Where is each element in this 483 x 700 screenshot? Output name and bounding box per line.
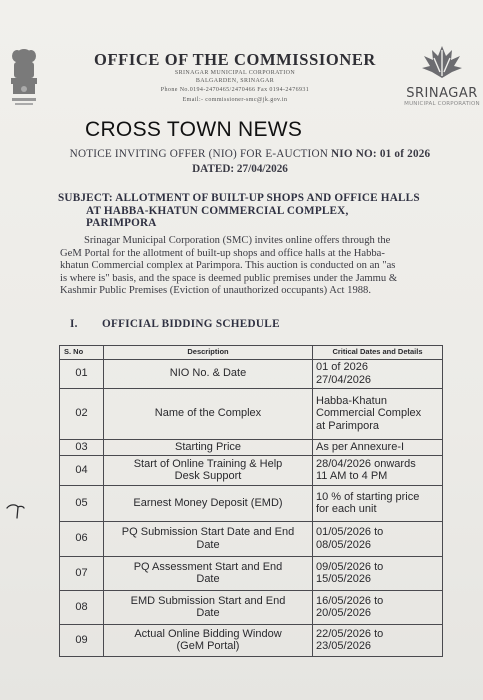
description-line: Start of Online Training & Help: [133, 457, 283, 470]
corporation-name: SRINAGAR MUNICIPAL CORPORATION: [174, 70, 296, 76]
paragraph-line-5: Kashmir Public Premises (Eviction of unauthorized occupants) Act 1988.: [60, 285, 371, 296]
description-line: Actual Online Bidding Window: [134, 627, 282, 640]
header-description: Description: [104, 346, 313, 360]
row-critical: [313, 556, 443, 590]
handwritten-mark-icon: [4, 500, 26, 522]
critical-line: 16/05/2026 to: [316, 594, 384, 607]
section-heading: [70, 318, 370, 330]
table-row: [60, 624, 443, 656]
nio-line: [30, 148, 470, 160]
critical-line: Commercial Complex: [316, 407, 422, 420]
table-row: [60, 485, 443, 521]
critical-line: 09/05/2026 to: [316, 560, 384, 573]
paragraph-line-4: is where is" basis, and the space is deemed public premises under the Jammu &: [60, 272, 398, 284]
nio-prefix: NOTICE INVITING OFFER (NIO) FOR E-AUCTION: [69, 148, 332, 160]
subject-line-3: PARIMPORA: [86, 217, 157, 229]
row-description: [104, 521, 313, 556]
table-row: [60, 590, 443, 624]
bidding-schedule-table: [59, 345, 443, 657]
critical-line: for each unit: [316, 503, 377, 516]
row-number: 01: [60, 359, 104, 388]
row-number: 09: [60, 624, 104, 656]
office-title: OFFICE OF THE COMMISSIONER: [94, 50, 376, 69]
critical-line: 08/05/2026: [316, 538, 372, 551]
critical-line: 11 AM to 4 PM: [316, 470, 388, 483]
row-number: 02: [60, 388, 104, 439]
row-number: 06: [60, 521, 104, 556]
critical-line: Habba-Khatun: [316, 394, 387, 407]
paragraph-line-3: khatun Commercial complex at Parimpora. This auction is conducted on an "as: [60, 260, 396, 271]
description-line: Date: [196, 538, 220, 551]
nio-number: NIO NO: 01 of 2026: [331, 148, 431, 160]
row-number: 08: [60, 590, 104, 624]
row-number: 04: [60, 455, 104, 485]
critical-line: 22/05/2026 to: [316, 627, 384, 640]
description-line: PQ Submission Start Date and End: [121, 526, 295, 538]
description-line: (GeM Portal): [176, 640, 240, 653]
header-critical-dates: Critical Dates and Details: [313, 346, 443, 360]
row-description: [104, 439, 313, 455]
row-critical: [313, 439, 443, 455]
row-description: [104, 359, 313, 388]
description-line: Earnest Money Deposit (EMD): [133, 496, 283, 509]
description-line: PQ Assessment Start and End: [133, 560, 283, 573]
office-email: Email:- commissioner-smc@jk.gov.in: [182, 97, 288, 103]
row-critical: [313, 388, 443, 439]
row-description: [104, 455, 313, 485]
description-line: Name of the Complex: [154, 407, 262, 420]
description-line: Desk Support: [174, 470, 242, 483]
row-critical: [313, 590, 443, 624]
critical-line: 20/05/2026: [316, 607, 372, 620]
critical-line: 10 % of starting price: [316, 490, 420, 503]
header-sno: S. No: [60, 346, 104, 360]
row-critical: [313, 521, 443, 556]
row-critical: [313, 485, 443, 521]
logo-name: SRINAGAR: [406, 86, 478, 101]
table-row: [60, 455, 443, 485]
critical-line: 01/05/2026 to: [316, 526, 384, 538]
description-line: Date: [196, 573, 220, 586]
critical-line: 28/04/2026 onwards: [316, 457, 416, 470]
row-description: [104, 388, 313, 439]
critical-line: 01 of 2026: [316, 361, 368, 373]
row-critical: [313, 624, 443, 656]
section-number: I.: [70, 318, 78, 330]
office-phone: Phone No.0194-2470465/2470466 Fax 0194-2476931: [160, 87, 310, 93]
chinar-leaf-logo-icon: [402, 44, 482, 107]
row-critical: [313, 359, 443, 388]
logo-subtitle: MUNICIPAL CORPORATION: [404, 101, 480, 107]
description-line: Starting Price: [174, 440, 242, 453]
table-row: [60, 359, 443, 388]
news-title: CROSS TOWN NEWS: [85, 118, 303, 141]
description-line: Date: [196, 607, 220, 620]
critical-line: at Parimpora: [316, 419, 379, 432]
paragraph-line-2: GeM Portal for the allotment of built-up shops and office halls at the Habba-: [60, 247, 385, 259]
subject-line-1: SUBJECT: ALLOTMENT OF BUILT-UP SHOPS AND OFFICE HALLS: [58, 192, 420, 204]
intro-paragraph: [60, 235, 444, 298]
table-row: [60, 556, 443, 590]
table-row: [60, 521, 443, 556]
national-emblem-icon: [6, 44, 42, 114]
subject: [58, 192, 458, 230]
row-description: [104, 624, 313, 656]
section-title: OFFICIAL BIDDING SCHEDULE: [102, 318, 280, 330]
row-description: [104, 485, 313, 521]
row-description: [104, 590, 313, 624]
paragraph-line-1: Srinagar Municipal Corporation (SMC) invites online offers through the: [84, 235, 391, 246]
description-line: EMD Submission Start and End: [130, 594, 286, 607]
subject-line-2: AT HABBA-KHATUN COMMERCIAL COMPLEX,: [86, 204, 349, 217]
table-row: [60, 439, 443, 455]
row-number: 03: [60, 439, 104, 455]
office-address: BALGARDEN, SRINAGAR: [195, 78, 275, 84]
critical-line: As per Annexure-I: [316, 440, 405, 453]
table-row: [60, 388, 443, 439]
nio-dated: DATED: 27/04/2026: [192, 163, 288, 175]
critical-line: 15/05/2026: [316, 573, 372, 586]
description-line: NIO No. & Date: [169, 367, 247, 380]
row-number: 07: [60, 556, 104, 590]
critical-line: 27/04/2026: [316, 373, 372, 386]
row-critical: [313, 455, 443, 485]
row-description: [104, 556, 313, 590]
critical-line: 23/05/2026: [316, 640, 372, 653]
row-number: 05: [60, 485, 104, 521]
